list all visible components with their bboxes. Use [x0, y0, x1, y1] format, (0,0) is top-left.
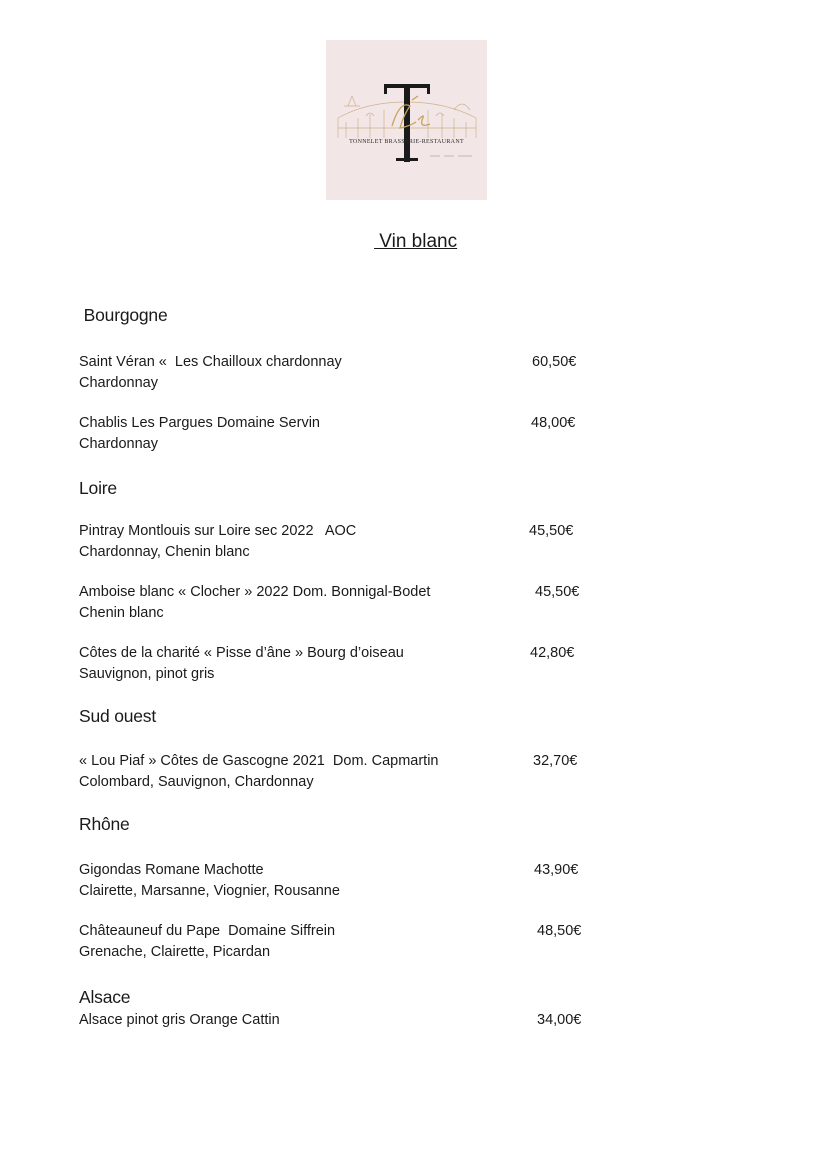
wine-grapes: Grenache, Clairette, Picardan — [79, 943, 271, 960]
wine-item — [79, 413, 599, 454]
wine-name: Châteauneuf du Pape Domaine Siffrein — [79, 923, 336, 939]
wine-grapes: Clairette, Marsanne, Viognier, Rousanne — [79, 882, 340, 899]
wine-price: 60,50€ — [532, 354, 577, 370]
wine-item — [79, 582, 599, 623]
section-heading-alsace: Alsace — [79, 987, 131, 1007]
wine-name: Côtes de la charité « Pisse d’âne » Bourg d’oiseau — [79, 645, 404, 661]
wine-grapes: Chenin blanc — [79, 604, 164, 621]
wine-item — [79, 921, 599, 962]
wine-grapes: Chardonnay — [79, 435, 158, 452]
wine-price: 43,90€ — [534, 862, 579, 878]
wine-item — [79, 751, 599, 792]
wine-price: 32,70€ — [533, 753, 578, 769]
section-heading-rhone: Rhône — [79, 814, 130, 834]
tonnelet-logo-icon — [326, 40, 487, 200]
wine-price: 48,00€ — [531, 415, 576, 431]
wine-item — [79, 643, 599, 684]
wine-name: Amboise blanc « Clocher » 2022 Dom. Bonnigal-Bodet — [79, 584, 431, 600]
wine-grapes: Chardonnay — [79, 374, 158, 391]
wine-price: 45,50€ — [535, 584, 580, 600]
wine-item — [79, 352, 599, 393]
section-heading-sud-ouest: Sud ouest — [79, 706, 157, 726]
wine-price: 48,50€ — [537, 923, 582, 939]
wine-name: Gigondas Romane Machotte — [79, 862, 264, 878]
wine-grapes: Colombard, Sauvignon, Chardonnay — [79, 773, 314, 790]
wine-name: Chablis Les Pargues Domaine Servin — [79, 415, 320, 431]
section-heading-loire: Loire — [79, 478, 117, 498]
wine-item — [79, 521, 599, 562]
wine-item — [79, 860, 599, 901]
logo-caption: TONNELET BRASSERIE-RESTAURANT — [349, 139, 464, 145]
wine-name: Alsace pinot gris Orange Cattin — [79, 1012, 280, 1028]
wine-name: Saint Véran « Les Chailloux chardonnay — [79, 354, 342, 370]
wine-name: « Lou Piaf » Côtes de Gascogne 2021 Dom. Capmartin — [79, 753, 439, 769]
wine-grapes: Sauvignon, pinot gris — [79, 665, 215, 682]
wine-grapes: Chardonnay, Chenin blanc — [79, 543, 250, 560]
wine-price: 34,00€ — [537, 1012, 582, 1028]
restaurant-logo — [326, 40, 487, 200]
wine-price: 42,80€ — [530, 645, 575, 661]
wine-name: Pintray Montlouis sur Loire sec 2022 AOC — [79, 523, 357, 539]
wine-item — [79, 1010, 599, 1031]
wine-price: 45,50€ — [529, 523, 574, 539]
section-heading-bourgogne: Bourgogne — [79, 305, 168, 325]
page-title: Vin blanc — [374, 231, 458, 252]
